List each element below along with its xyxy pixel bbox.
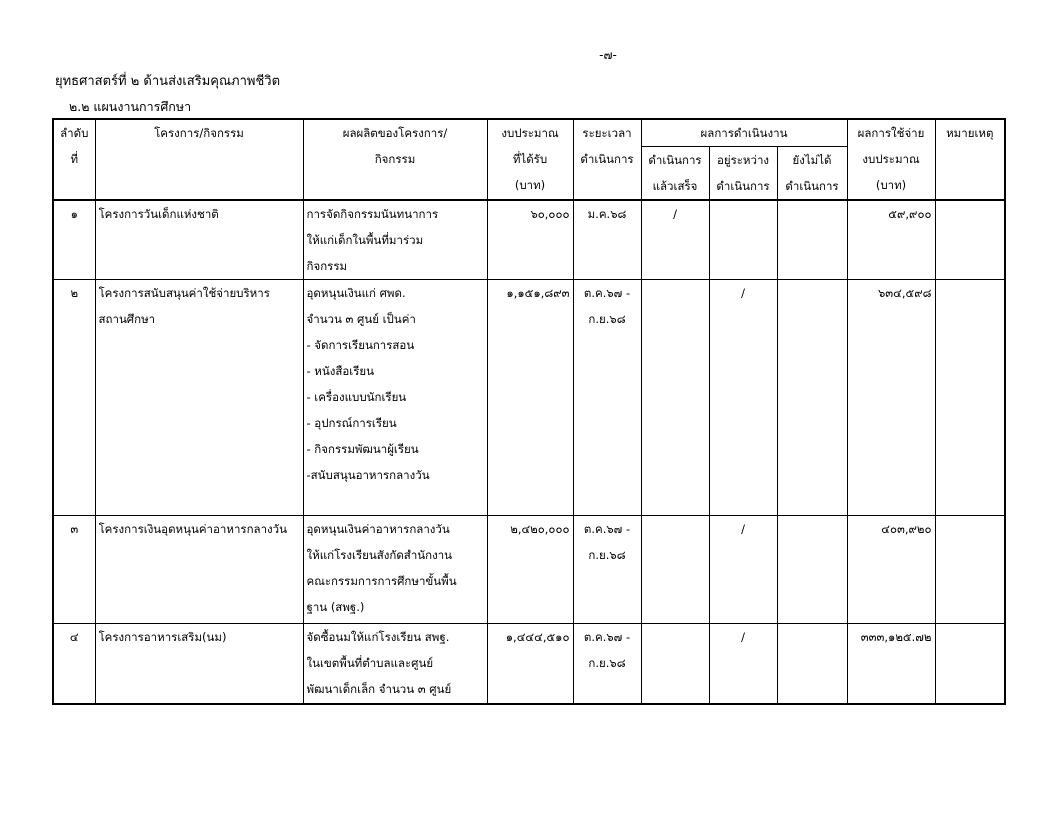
row-remark: [935, 516, 1005, 624]
row-not-started-mark: [777, 624, 847, 704]
row-remark: [935, 200, 1005, 280]
header-in-progress: อยู่ระหว่าง ดำเนินการ: [709, 147, 777, 201]
row-in-progress-mark: /: [709, 280, 777, 516]
table-row: [53, 200, 1005, 280]
row-remark: [935, 624, 1005, 704]
row-project: โครงการเงินอุดหนุนค่าอาหารกลางวัน: [95, 516, 303, 624]
row-not-started-mark: [777, 200, 847, 280]
table-row: [53, 624, 1005, 704]
row-output: จัดซื้อนมให้แก่โรงเรียน สพฐ. ในเขตพื้นที่ตำบลและศูนย์ พัฒนาเด็กเล็ก จำนวน ๓ ศูนย์: [303, 624, 487, 704]
header-output: ผลผลิตของโครงการ/ กิจกรรม: [303, 119, 487, 200]
row-no: ๓: [53, 516, 95, 624]
row-budget: ๒,๔๒๐,๐๐๐: [487, 516, 573, 624]
table-row: [53, 516, 1005, 624]
plan-table: [52, 118, 1006, 705]
row-done-mark: [641, 624, 709, 704]
row-not-started-mark: [777, 516, 847, 624]
row-remark: [935, 280, 1005, 516]
row-no: ๑: [53, 200, 95, 280]
row-no: ๒: [53, 280, 95, 516]
row-budget: ๖๐,๐๐๐: [487, 200, 573, 280]
header-not-started: ยังไม่ได้ ดำเนินการ: [777, 147, 847, 201]
row-output: การจัดกิจกรรมนันทนาการ ให้แก่เด็กในพื้นที่มาร่วม กิจกรรม: [303, 200, 487, 280]
row-period: ต.ค.๖๗ - ก.ย.๖๘: [573, 516, 641, 624]
table-row: [53, 280, 1005, 516]
row-in-progress-mark: /: [709, 624, 777, 704]
row-output: อุดหนุนเงินค่าอาหารกลางวัน ให้แก่โรงเรียนสังกัดสำนักงาน คณะกรรมการการศึกษาขั้นพื้น ฐาน (สพฐ.): [303, 516, 487, 624]
row-spent: ๓๓๓,๑๒๕.๗๒: [847, 624, 935, 704]
header-no: ลำดับ ที่: [53, 119, 95, 200]
row-no: ๔: [53, 624, 95, 704]
header-budget: งบประมาณ ที่ได้รับ (บาท): [487, 119, 573, 200]
plan-title: ๒.๒ แผนงานการศึกษา: [69, 99, 192, 114]
row-spent: ๔๐๓,๙๒๐: [847, 516, 935, 624]
row-in-progress-mark: /: [709, 516, 777, 624]
row-spent: ๕๙,๙๐๐: [847, 200, 935, 280]
strategy-title: ยุทธศาสตร์ที่ ๒ ด้านส่งเสริมคุณภาพชีวิต: [55, 74, 281, 89]
row-period: ม.ค.๖๘: [573, 200, 641, 280]
row-project: โครงการสนับสนุนค่าใช้จ่ายบริหาร สถานศึกษา: [95, 280, 303, 516]
row-period: ต.ค.๖๗ - ก.ย.๖๘: [573, 280, 641, 516]
header-remark: หมายเหตุ: [935, 119, 1005, 200]
row-period: ต.ค.๖๗ - ก.ย.๖๘: [573, 624, 641, 704]
header-done: ดำเนินการ แล้วเสร็จ: [641, 147, 709, 201]
row-budget: ๑,๔๔๔,๕๑๐: [487, 624, 573, 704]
row-done-mark: [641, 280, 709, 516]
table-header: [53, 119, 1005, 200]
header-project: โครงการ/กิจกรรม: [95, 119, 303, 200]
row-output: อุดหนุนเงินแก่ ศพด. จำนวน ๓ ศูนย์ เป็นค่า - จัดการเรียนการสอน - หนังสือเรียน - เครื่องแบบนักเรียน - อุปกรณ์การเรียน - กิจกรรมพัฒนาผู้เรียน -สนับสนุนอาหารกลางวัน: [303, 280, 487, 516]
row-spent: ๖๓๔,๕๙๘: [847, 280, 935, 516]
header-period: ระยะเวลา ดำเนินการ: [573, 119, 641, 200]
row-done-mark: /: [641, 200, 709, 280]
page-number: -๗-: [599, 48, 617, 62]
row-not-started-mark: [777, 280, 847, 516]
row-done-mark: [641, 516, 709, 624]
row-budget: ๑,๑๕๑,๘๙๓: [487, 280, 573, 516]
row-in-progress-mark: [709, 200, 777, 280]
row-project: โครงการอาหารเสริม(นม): [95, 624, 303, 704]
row-project: โครงการวันเด็กแห่งชาติ: [95, 200, 303, 280]
header-result-group: ผลการดำเนินงาน: [641, 119, 847, 147]
header-spent: ผลการใช้จ่าย งบประมาณ (บาท): [847, 119, 935, 200]
